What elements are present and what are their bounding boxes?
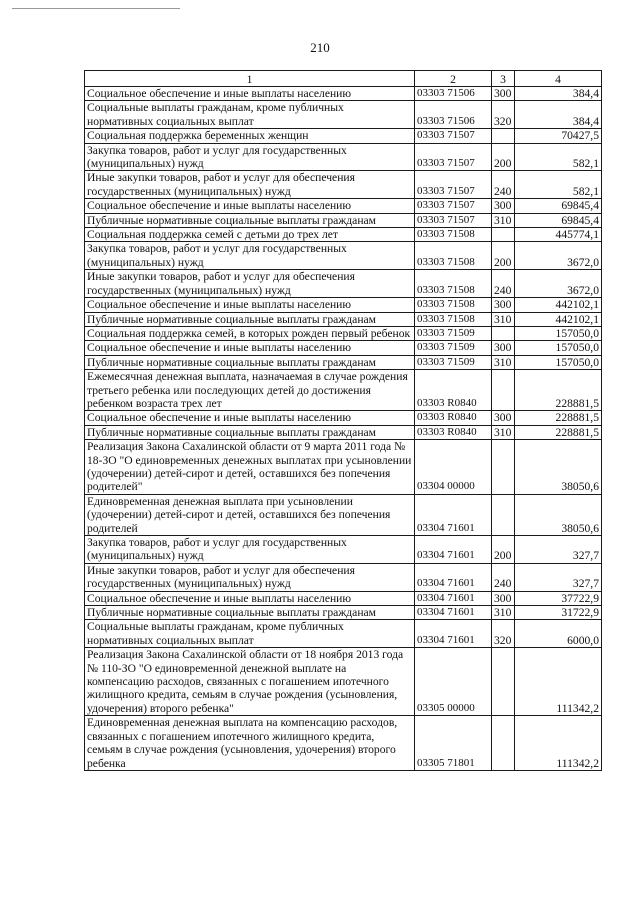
row-name-cell: Социальное обеспечение и иные выплаты населению [85,591,415,605]
table-row [85,411,602,425]
row-type-cell [492,648,515,716]
row-name-cell: Реализация Закона Сахалинской области от 18 ноября 2013 года № 110-ЗО "О единовременной денежной выплате на компенсацию расходов, связанных с погашением ипотечного жилищного кредита, семьям в случае рождения (усыновления, удочерения) второго ребенка" [85,648,415,716]
row-sum-cell: 70427,5 [515,129,602,143]
table-row [85,312,602,326]
row-name-cell: Иные закупки товаров, работ и услуг для обеспечения государственных (муниципальных) нужд [85,171,415,199]
row-name-cell: Единовременная денежная выплата на компенсацию расходов, связанных с погашением ипотечного жилищного кредита, семьям в случае рождения (усыновления, удочерения) второго ребенка [85,716,415,771]
row-code-cell: 03303 R0840 [415,370,492,411]
column-header-type: 3 [492,71,515,87]
row-code-cell: 03303 71508 [415,298,492,312]
row-type-cell: 310 [492,355,515,369]
row-name-cell: Закупка товаров, работ и услуг для государственных (муниципальных) нужд [85,143,415,171]
row-type-cell: 240 [492,270,515,298]
row-name-cell: Единовременная денежная выплата при усыновлении (удочерении) детей-сирот и детей, оставшихся без попечения родителей [85,494,415,535]
row-sum-cell: 3672,0 [515,270,602,298]
row-type-cell: 310 [492,312,515,326]
row-sum-cell: 37722,9 [515,591,602,605]
row-sum-cell: 228881,5 [515,370,602,411]
row-code-cell: 03303 71507 [415,129,492,143]
row-code-cell: 03303 R0840 [415,411,492,425]
row-sum-cell: 384,4 [515,101,602,129]
row-sum-cell: 442102,1 [515,298,602,312]
row-code-cell: 03304 00000 [415,440,492,495]
row-type-cell: 300 [492,591,515,605]
row-code-cell: 03304 71601 [415,591,492,605]
row-name-cell: Публичные нормативные социальные выплаты гражданам [85,606,415,620]
row-type-cell: 300 [492,199,515,213]
row-sum-cell: 157050,0 [515,355,602,369]
row-code-cell: 03303 71508 [415,242,492,270]
row-name-cell: Социальные выплаты гражданам, кроме публичных нормативных социальных выплат [85,101,415,129]
row-code-cell: 03303 71507 [415,171,492,199]
row-sum-cell: 69845,4 [515,199,602,213]
row-code-cell: 03303 71506 [415,101,492,129]
row-code-cell: 03304 71601 [415,494,492,535]
table-row [85,270,602,298]
row-name-cell: Социальное обеспечение и иные выплаты населению [85,411,415,425]
row-code-cell: 03303 71507 [415,143,492,171]
row-name-cell: Публичные нормативные социальные выплаты гражданам [85,425,415,439]
row-type-cell: 200 [492,242,515,270]
table-row [85,355,602,369]
table-header-row [85,71,602,87]
column-header-sum: 4 [515,71,602,87]
row-code-cell: 03304 71601 [415,606,492,620]
header-rule [12,8,180,9]
table-row [85,648,602,716]
table-row [85,87,602,101]
row-type-cell: 240 [492,171,515,199]
row-sum-cell: 327,7 [515,563,602,591]
row-type-cell: 310 [492,606,515,620]
row-code-cell: 03305 71801 [415,716,492,771]
row-type-cell [492,370,515,411]
table-row [85,440,602,495]
table-row [85,606,602,620]
row-name-cell: Реализация Закона Сахалинской области от 9 марта 2011 года № 18-ЗО "О единовременных денежных выплатах при усыновлении (удочерении) детей-сирот и детей, оставшихся без попечения родителей" [85,440,415,495]
row-code-cell: 03303 71507 [415,199,492,213]
table-row [85,298,602,312]
row-name-cell: Иные закупки товаров, работ и услуг для обеспечения государственных (муниципальных) нужд [85,270,415,298]
row-sum-cell: 445774,1 [515,228,602,242]
row-sum-cell: 38050,6 [515,494,602,535]
row-code-cell: 03304 71601 [415,563,492,591]
row-sum-cell: 111342,2 [515,716,602,771]
row-name-cell: Публичные нормативные социальные выплаты гражданам [85,312,415,326]
row-type-cell [492,494,515,535]
row-type-cell [492,440,515,495]
budget-table [84,70,602,771]
row-sum-cell: 3672,0 [515,242,602,270]
table-row [85,199,602,213]
row-name-cell: Социальные выплаты гражданам, кроме публичных нормативных социальных выплат [85,620,415,648]
row-sum-cell: 582,1 [515,143,602,171]
row-code-cell: 03303 71509 [415,326,492,340]
row-code-cell: 03303 71508 [415,312,492,326]
row-type-cell: 320 [492,101,515,129]
row-sum-cell: 228881,5 [515,425,602,439]
table-row [85,716,602,771]
row-type-cell: 200 [492,536,515,564]
column-header-name: 1 [85,71,415,87]
row-type-cell: 310 [492,213,515,227]
row-name-cell: Ежемесячная денежная выплата, назначаемая в случае рождения третьего ребенка или последующих детей до достижения ребенком возраста трех лет [85,370,415,411]
row-sum-cell: 31722,9 [515,606,602,620]
table-row [85,326,602,340]
row-type-cell: 300 [492,87,515,101]
row-code-cell: 03303 71509 [415,341,492,355]
row-code-cell: 03305 00000 [415,648,492,716]
row-code-cell: 03303 71509 [415,355,492,369]
table-row [85,228,602,242]
row-sum-cell: 157050,0 [515,326,602,340]
row-sum-cell: 384,4 [515,87,602,101]
column-header-code: 2 [415,71,492,87]
row-code-cell: 03304 71601 [415,536,492,564]
table-row [85,563,602,591]
table-row [85,425,602,439]
table-row [85,370,602,411]
row-name-cell: Закупка товаров, работ и услуг для государственных (муниципальных) нужд [85,242,415,270]
row-sum-cell: 228881,5 [515,411,602,425]
row-type-cell: 300 [492,341,515,355]
table-row [85,242,602,270]
row-code-cell: 03303 71508 [415,228,492,242]
row-type-cell: 320 [492,620,515,648]
table-row [85,494,602,535]
table-row [85,341,602,355]
table-row [85,143,602,171]
row-name-cell: Социальное обеспечение и иные выплаты населению [85,87,415,101]
row-type-cell [492,129,515,143]
table-row [85,620,602,648]
row-code-cell: 03303 R0840 [415,425,492,439]
row-type-cell: 200 [492,143,515,171]
row-sum-cell: 111342,2 [515,648,602,716]
row-name-cell: Закупка товаров, работ и услуг для государственных (муниципальных) нужд [85,536,415,564]
row-name-cell: Социальная поддержка беременных женщин [85,129,415,143]
row-name-cell: Социальное обеспечение и иные выплаты населению [85,298,415,312]
row-sum-cell: 582,1 [515,171,602,199]
row-name-cell: Иные закупки товаров, работ и услуг для обеспечения государственных (муниципальных) нужд [85,563,415,591]
table-row [85,536,602,564]
table-row [85,101,602,129]
table-row [85,129,602,143]
row-name-cell: Социальная поддержка семей, в которых рожден первый ребенок [85,326,415,340]
row-sum-cell: 38050,6 [515,440,602,495]
row-sum-cell: 69845,4 [515,213,602,227]
table-row [85,591,602,605]
row-type-cell [492,228,515,242]
row-type-cell: 240 [492,563,515,591]
row-name-cell: Публичные нормативные социальные выплаты гражданам [85,213,415,227]
row-sum-cell: 6000,0 [515,620,602,648]
row-type-cell: 300 [492,298,515,312]
row-code-cell: 03303 71507 [415,213,492,227]
row-type-cell: 310 [492,425,515,439]
row-name-cell: Социальное обеспечение и иные выплаты населению [85,199,415,213]
table-row [85,171,602,199]
table-row [85,213,602,227]
row-sum-cell: 442102,1 [515,312,602,326]
row-sum-cell: 327,7 [515,536,602,564]
page-number: 210 [310,40,330,55]
row-type-cell [492,716,515,771]
row-name-cell: Публичные нормативные социальные выплаты гражданам [85,355,415,369]
row-name-cell: Социальная поддержка семей с детьми до трех лет [85,228,415,242]
row-code-cell: 03303 71506 [415,87,492,101]
row-type-cell [492,326,515,340]
row-sum-cell: 157050,0 [515,341,602,355]
row-name-cell: Социальное обеспечение и иные выплаты населению [85,341,415,355]
row-type-cell: 300 [492,411,515,425]
row-code-cell: 03303 71508 [415,270,492,298]
row-code-cell: 03304 71601 [415,620,492,648]
